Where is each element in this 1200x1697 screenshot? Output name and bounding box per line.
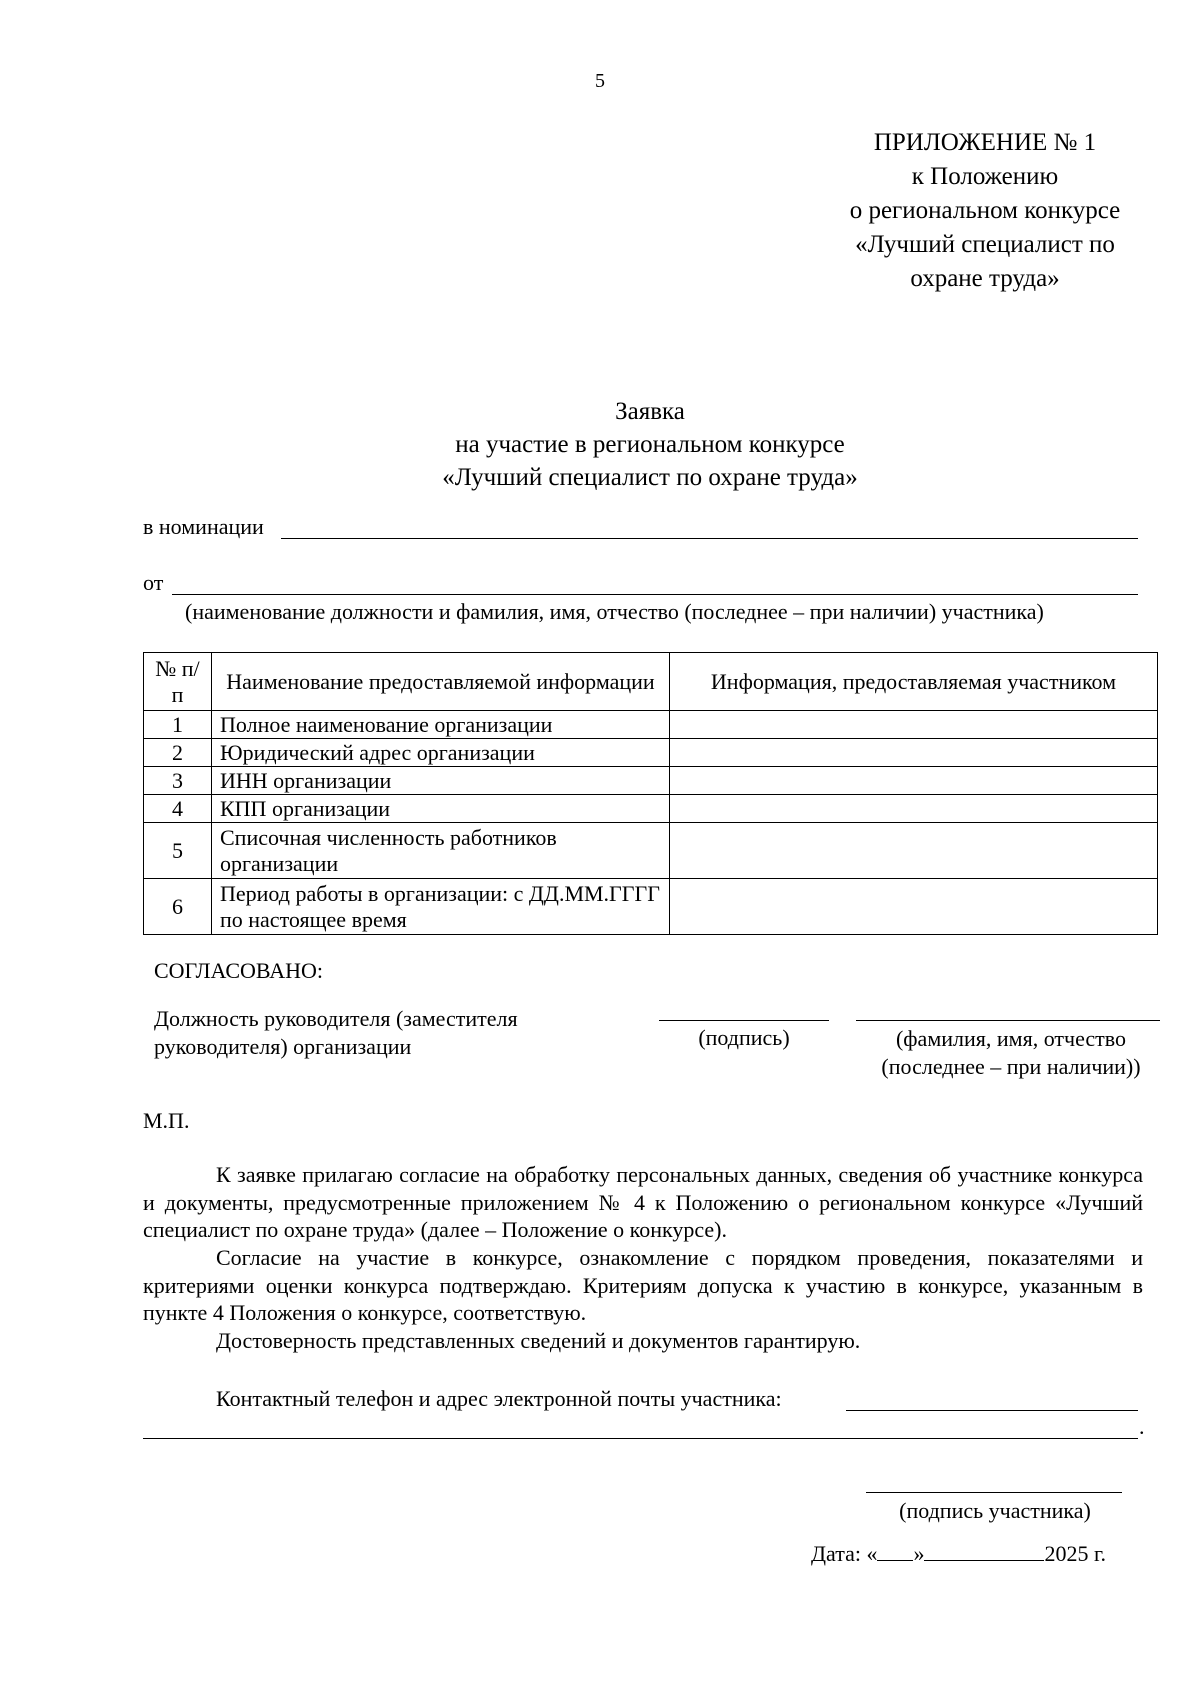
date-year: 2025 г. [1044, 1541, 1107, 1566]
title-line: на участие в региональном конкурсе [455, 431, 845, 458]
row-num: 5 [144, 823, 212, 879]
row-num: 2 [144, 739, 212, 767]
fio-caption-line: (фамилия, имя, отчество [895, 1026, 1127, 1051]
table-row [144, 767, 1158, 795]
page-number: 5 [595, 70, 605, 92]
manager-position: Должность руководителя (заместителя руководителя) организации [154, 1006, 518, 1059]
info-table [143, 652, 1158, 935]
row-num: 6 [144, 879, 212, 935]
row-info-cell[interactable] [670, 879, 1158, 935]
from-field[interactable] [172, 594, 1138, 595]
row-name: Списочная численность работников организации [212, 823, 670, 879]
participant-signature-caption: (подпись участника) [899, 1498, 1091, 1523]
stamp-label: М.П. [143, 1108, 190, 1133]
fio-caption-line: (последнее – при наличии)) [881, 1054, 1141, 1079]
manager-signature-field[interactable] [659, 1020, 829, 1021]
title-line: «Лучший специалист по охране труда» [442, 464, 858, 491]
agreed-label: СОГЛАСОВАНО: [154, 958, 323, 983]
table-header-row [144, 653, 1158, 711]
nomination-label: в номинации [143, 514, 264, 539]
date-label: Дата: « [811, 1541, 878, 1566]
row-info-cell[interactable] [670, 767, 1158, 795]
from-label: от [143, 570, 164, 595]
row-info-cell[interactable] [670, 795, 1158, 823]
contact-label: Контактный телефон и адрес электронной почты участника: [216, 1386, 782, 1411]
contact-field-continuation[interactable] [143, 1438, 1138, 1439]
paragraph: К заявке прилагаю согласие на обработку персональных данных, сведения об участнике конкурса и документы, предусмотренные приложением № 4 к Положению о региональном конкурсе «Лучший специалист по охране труда» (далее – Положение о конкурсе). [143, 1162, 1143, 1242]
appendix-block [805, 126, 1165, 296]
row-num: 4 [144, 795, 212, 823]
appendix-line: о региональном конкурсе [849, 197, 1121, 224]
date-month-field[interactable] [924, 1542, 1044, 1561]
table-row [144, 795, 1158, 823]
row-num: 1 [144, 711, 212, 739]
nomination-field[interactable] [281, 538, 1138, 539]
contact-end: . [1139, 1414, 1145, 1439]
title-line: Заявка [615, 398, 685, 425]
row-info-cell[interactable] [670, 739, 1158, 767]
row-info-cell[interactable] [670, 711, 1158, 739]
row-name: Юридический адрес организации [212, 739, 670, 767]
row-name: Период работы в организации: с ДД.ММ.ГГГГ по настоящее время [212, 879, 670, 935]
header-num: № п/п [144, 653, 212, 711]
row-name: КПП организации [212, 795, 670, 823]
document-title [300, 395, 1000, 494]
appendix-line: ПРИЛОЖЕНИЕ № 1 [873, 129, 1097, 156]
row-name: ИНН организации [212, 767, 670, 795]
fio-caption [856, 1025, 1166, 1081]
manager-fio-field[interactable] [856, 1020, 1160, 1021]
date-line [811, 1541, 1106, 1567]
from-caption: (наименование должности и фамилия, имя, отчество (последнее – при наличии) участника) [185, 599, 1044, 624]
appendix-line: «Лучший специалист по [855, 231, 1115, 258]
appendix-line: охране труда» [910, 265, 1060, 292]
row-num: 3 [144, 767, 212, 795]
participant-signature-field[interactable] [866, 1492, 1122, 1493]
table-row [144, 739, 1158, 767]
appendix-line: к Положению [911, 163, 1059, 190]
table-row [144, 711, 1158, 739]
header-info: Информация, предоставляемая участником [670, 653, 1158, 711]
date-quote-close: » [913, 1541, 925, 1566]
date-day-field[interactable] [877, 1542, 913, 1561]
contact-field[interactable] [846, 1410, 1138, 1411]
signature-caption: (подпись) [698, 1025, 790, 1050]
header-name: Наименование предоставляемой информации [212, 653, 670, 711]
table-row [144, 823, 1158, 879]
row-name: Полное наименование организации [212, 711, 670, 739]
paragraph: Согласие на участие в конкурсе, ознакомление с порядком проведения, показателями и критериями оценки конкурса подтверждаю. Критериям допуска к участию в конкурсе, указанным в пункте 4 Положения о конкурсе, соответствую. [143, 1245, 1143, 1325]
table-row [144, 879, 1158, 935]
row-info-cell[interactable] [670, 823, 1158, 879]
paragraph: Достоверность представленных сведений и документов гарантирую. [216, 1328, 861, 1353]
